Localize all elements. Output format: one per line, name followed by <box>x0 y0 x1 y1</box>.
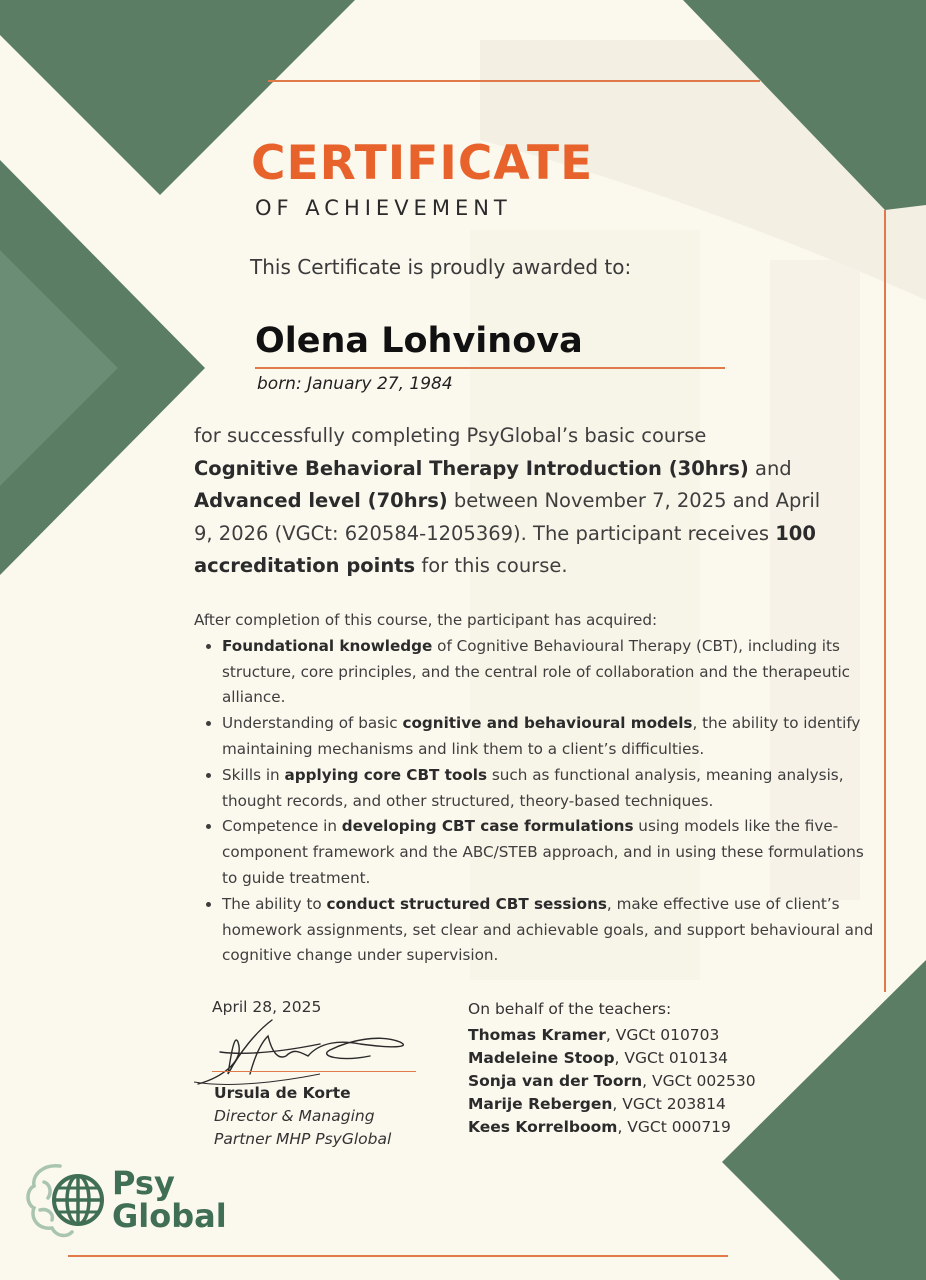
accreditation-points: 100 accreditation points <box>194 521 816 577</box>
teacher-id: , VGCt 010134 <box>614 1049 729 1067</box>
teacher-entry <box>468 1047 756 1070</box>
logo-line-2: Global <box>112 1197 227 1235</box>
teacher-id: , VGCt 002530 <box>642 1072 756 1090</box>
acquired-item: • Skills in applying core CBT tools such as functional analysis, meaning analysis, thought records, and other structured, theory-based techniques. <box>222 763 874 815</box>
teacher-name: Sonja van der Toorn <box>468 1072 643 1090</box>
course-description <box>194 420 834 583</box>
teachers-block <box>468 998 756 1139</box>
frame-line-top <box>268 80 760 82</box>
acquired-item: • Understanding of basic cognitive and behavioural models, the ability to identify maintaining mechanisms and link them to a client’s difficulties. <box>222 711 874 763</box>
course-advanced: Advanced level (70hrs) <box>194 489 448 512</box>
brain-globe-icon <box>22 1158 108 1242</box>
teacher-entry <box>468 1116 756 1139</box>
logo-line-1: Psy <box>112 1164 175 1202</box>
frame-line-bottom <box>68 1255 728 1257</box>
director-name: Ursula de Korte <box>214 1084 351 1102</box>
certificate-subtitle: OF ACHIEVEMENT <box>255 196 512 220</box>
signature-date: April 28, 2025 <box>212 998 322 1016</box>
frame-line-right <box>884 210 886 992</box>
director-info <box>214 1082 391 1151</box>
teacher-name: Kees Korrelboom <box>468 1118 618 1136</box>
course-dates: between November 7, 2025 and April 9, 2026 (VGCt: 620584-1205369). The participant receives <box>194 489 821 545</box>
certificate-title: CERTIFICATE <box>251 136 594 191</box>
course-intro: for successfully completing PsyGlobal’s basic course <box>194 424 707 447</box>
teachers-heading: On behalf of the teachers: <box>468 1000 672 1018</box>
acquired-heading: After completion of this course, the participant has acquired: <box>194 611 658 629</box>
teacher-id: , VGCt 203814 <box>612 1095 726 1113</box>
teacher-entry <box>468 1093 756 1116</box>
teacher-entry <box>468 1070 756 1093</box>
course-name: Cognitive Behavioral Therapy Introduction (30hrs) <box>194 456 749 480</box>
signature-line <box>212 1071 416 1072</box>
handwritten-signature <box>190 1012 420 1092</box>
teacher-name: Madeleine Stoop <box>468 1049 615 1067</box>
teacher-id: , VGCt 010703 <box>605 1026 720 1044</box>
teacher-name: Marije Rebergen <box>468 1095 613 1113</box>
logo-text <box>112 1164 227 1235</box>
teacher-id: , VGCt 000719 <box>617 1118 731 1136</box>
acquired-list <box>194 634 874 969</box>
course-end: for this course. <box>415 554 568 577</box>
acquired-skills <box>194 608 874 969</box>
teacher-entry <box>468 1024 756 1047</box>
awarded-text: This Certificate is proudly awarded to: <box>250 255 632 279</box>
director-role-2: Partner MHP PsyGlobal <box>214 1130 392 1148</box>
recipient-name: Olena Lohvinova <box>255 321 583 361</box>
acquired-item: • The ability to conduct structured CBT sessions, make effective use of client’s homework assignments, set clear and achievable goals, and support behavioural and cognitive change under supervision. <box>222 892 874 969</box>
acquired-item: • Competence in developing CBT case formulations using models like the five-component framework and the ABC/STEB approach, and in using these formulations to guide treatment. <box>222 814 874 891</box>
director-role-1: Director & Managing <box>214 1107 375 1125</box>
recipient-born: born: January 27, 1984 <box>257 374 453 394</box>
name-underline <box>255 367 725 369</box>
acquired-item: • Foundational knowledge of Cognitive Behavioural Therapy (CBT), including its structure, core principles, and the central role of collaboration and the therapeutic alliance. <box>222 634 874 711</box>
course-and: and <box>748 456 792 480</box>
teacher-name: Thomas Kramer <box>468 1026 606 1044</box>
